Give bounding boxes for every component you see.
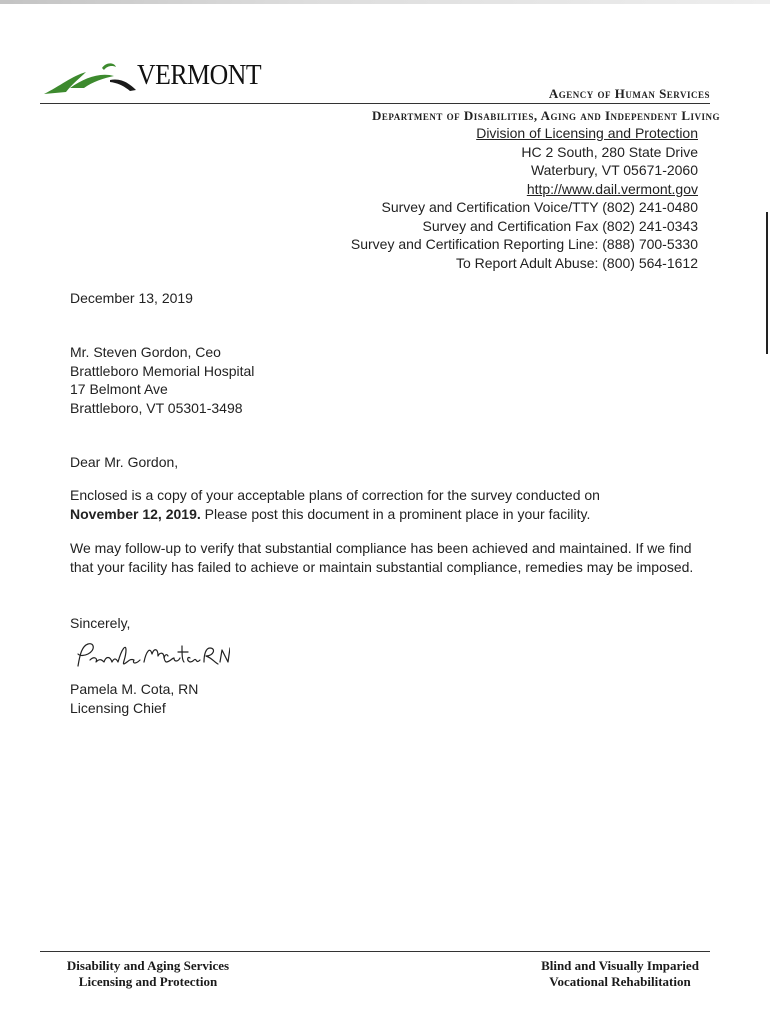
department-name: Department of Disabilities, Aging and Independent Living <box>372 108 720 123</box>
signer-name: Pamela M. Cota, RN <box>70 681 199 697</box>
salutation: Dear Mr. Gordon, <box>70 454 179 470</box>
voice-tty-line: Survey and Certification Voice/TTY (802) 241-0480 <box>381 199 698 215</box>
footer-left-line-1: Disability and Aging Services <box>66 958 230 973</box>
recipient-address <box>70 343 710 417</box>
contact-block <box>351 124 698 272</box>
scan-edge-artifact <box>0 0 770 4</box>
paragraph-enclosure-end: Please post this document in a prominent place in your facility. <box>200 505 591 522</box>
website-link[interactable]: http://www.dail.vermont.gov <box>526 180 698 197</box>
paragraph-enclosure <box>70 486 710 523</box>
signer-block <box>70 680 710 717</box>
recipient-organization: Brattleboro Memorial Hospital <box>70 362 255 379</box>
agency-name: Agency of Human Services <box>548 86 710 101</box>
fax-line: Survey and Certification Fax (802) 241-0343 <box>422 217 698 234</box>
closing: Sincerely, <box>70 615 131 631</box>
signer-title: Licensing Chief <box>70 699 166 716</box>
letter-date: December 13, 2019 <box>70 290 193 306</box>
address-city: Waterbury, VT 05671-2060 <box>530 162 698 178</box>
address-street: HC 2 South, 280 State Drive <box>521 143 698 160</box>
recipient-street: 17 Belmont Ave <box>70 381 168 397</box>
paragraph-enclosure-start: Enclosed is a copy of your acceptable plans of correction for the survey conducted on <box>70 487 600 503</box>
header-divider <box>40 103 710 104</box>
paragraph-compliance: We may follow-up to verify that substantial compliance has been achieved and maintained. If we find that your facility has failed to achieve or maintain substantial compliance, remedies may be imposed. <box>70 540 694 575</box>
abuse-report-line: To Report Adult Abuse: (800) 564-1612 <box>455 254 698 271</box>
state-wordmark: VERMONT <box>137 60 262 91</box>
scan-margin-mark <box>766 212 768 354</box>
footer-left-line-2: Licensing and Protection <box>78 974 218 989</box>
footer-right <box>520 958 720 990</box>
survey-date: November 12, 2019. <box>70 505 201 522</box>
recipient-city: Brattleboro, VT 05301-3498 <box>70 399 243 416</box>
recipient-name: Mr. Steven Gordon, Ceo <box>70 344 221 360</box>
footer-divider <box>40 951 710 952</box>
vermont-mountain-logo-icon <box>40 58 150 98</box>
footer-left <box>48 958 248 990</box>
division-name: Division of Licensing and Protection <box>476 125 698 141</box>
footer-right-line-1: Blind and Visually Imparied <box>541 958 699 973</box>
reporting-line: Survey and Certification Reporting Line: (888) 700-5330 <box>350 236 698 252</box>
footer-right-line-2: Vocational Rehabilitation <box>549 974 691 989</box>
handwritten-signature-icon <box>70 634 230 676</box>
